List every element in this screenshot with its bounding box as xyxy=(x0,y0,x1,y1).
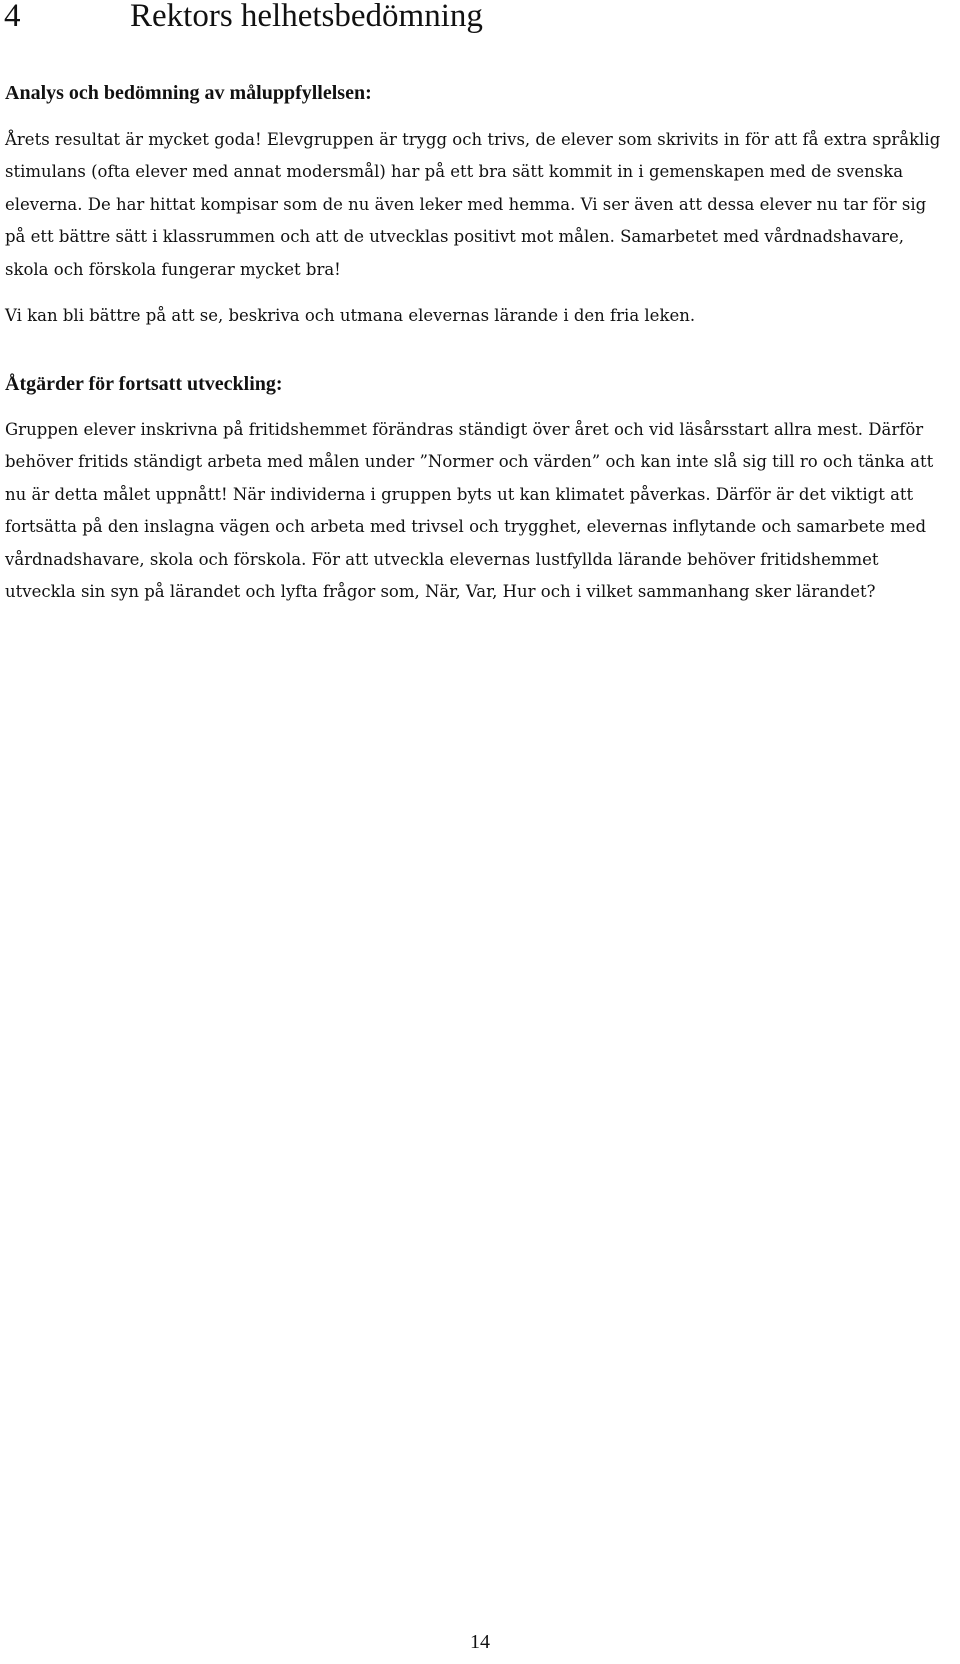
section-title: Rektors helhetsbedömning xyxy=(130,0,483,34)
measures-paragraph: Gruppen elever inskrivna på fritidshemmet förändras ständigt över året och vid läsårsstart allra mest. Därför behöver fritids ständigt arbeta med målen under ”Normer och värden” och kan inte slå sig till ro och tänka att nu är detta målet uppnått! När individerna i gruppen byts ut kan klimatet påverkas. Därför är det viktigt att fortsätta på den inslagna vägen och arbeta med trivsel och trygghet, elevernas inflytande och samarbete med vårdnadshavare, skola och förskola. För att utveckla elevernas lustfyllda lärande behöver fritidshemmet utveckla sin syn på lärandet och lyfta frågor som, När, Var, Hur och i vilket sammanhang sker lärandet? xyxy=(5,420,934,602)
page-number: 14 xyxy=(470,1631,490,1653)
measures-heading: Åtgärder för fortsatt utveckling: xyxy=(5,373,283,395)
section-number: 4 xyxy=(4,0,21,34)
analysis-paragraph-1: Årets resultat är mycket goda! Elevgruppen är trygg och trivs, de elever som skrivits in för att få extra språklig stimulans (ofta elever med annat modersmål) har på ett bra sätt kommit in i gemenskapen med de svenska eleverna. De har hittat kompisar som de nu även leker med hemma. Vi ser även att dessa elever nu tar för sig på ett bättre sätt i klassrummen och att de utvecklas positivt mot målen. Samarbetet med vårdnadshavare, skola och förskola fungerar mycket bra! xyxy=(5,130,941,279)
section-heading xyxy=(4,0,483,36)
analysis-heading: Analys och bedömning av måluppfyllelsen: xyxy=(5,82,372,104)
analysis-paragraph-2: Vi kan bli bättre på att se, beskriva och utmana elevernas lärande i den fria leken. xyxy=(5,306,696,325)
